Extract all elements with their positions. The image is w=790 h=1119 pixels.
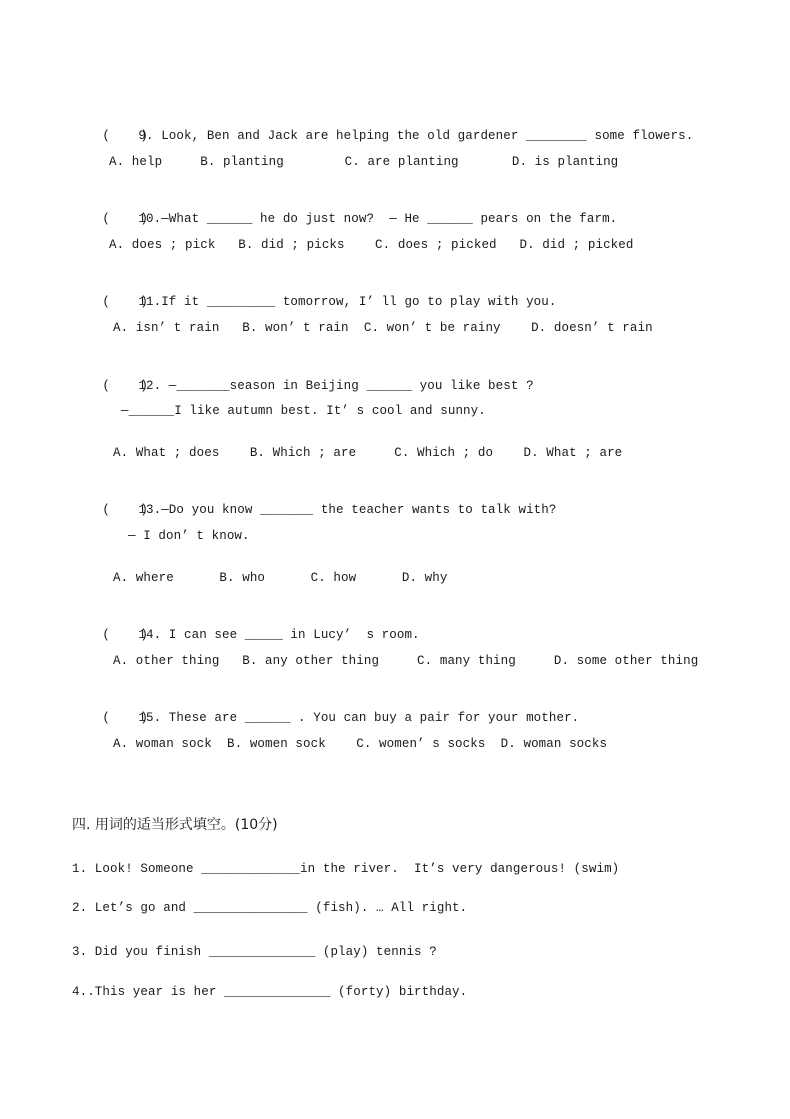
answer-blank-paren[interactable]: ( ) (102, 295, 149, 309)
answer-blank-paren[interactable]: ( ) (102, 379, 149, 393)
question-stem: 13.—Do you know _______ the teacher wants to talk with? (138, 503, 557, 517)
answer-blank-paren[interactable]: ( ) (102, 628, 149, 642)
section-4-title: 四. 用词的适当形式填空。(10分) (72, 817, 278, 833)
question-9-options: A. help B. planting C. are planting D. is planting (109, 155, 619, 169)
question-12-answer-line: —______I like autumn best. It’ s cool and sunny. (121, 404, 486, 418)
answer-blank-paren[interactable]: ( ) (102, 503, 149, 517)
question-13 (72, 486, 556, 534)
question-stem: 10.—What ______ he do just now? — He ______ pears on the farm. (138, 212, 618, 226)
fill-in-item-2: 2. Let’s go and _______________ (fish). … All right. (72, 901, 468, 915)
question-stem: 9. Look, Ben and Jack are helping the old gardener ________ some flowers. (138, 129, 694, 143)
question-13-options: A. where B. who C. how D. why (113, 571, 448, 585)
answer-blank-paren[interactable]: ( ) (102, 212, 149, 226)
question-14 (72, 611, 420, 659)
question-12-options: A. What ; does B. Which ; are C. Which ; do D. What ; are (113, 446, 623, 460)
question-10-options: A. does ; pick B. did ; picks C. does ; picked D. did ; picked (109, 238, 634, 252)
question-11-options: A. isn’ t rain B. won’ t rain C. won’ t be rainy D. doesn’ t rain (113, 321, 653, 335)
question-15 (72, 694, 579, 742)
question-stem: 15. These are ______ . You can buy a pair for your mother. (138, 711, 580, 725)
question-stem: 11.If it _________ tomorrow, I’ ll go to play with you. (138, 295, 557, 309)
question-14-options: A. other thing B. any other thing C. many thing D. some other thing (113, 654, 699, 668)
fill-in-item-3: 3. Did you finish ______________ (play) tennis ? (72, 945, 437, 959)
question-13-answer-line: — I don’ t know. (128, 529, 250, 543)
fill-in-item-4: 4..This year is her ______________ (forty) birthday. (72, 985, 468, 999)
question-9 (72, 112, 693, 160)
fill-in-item-1: 1. Look! Someone _____________in the river. It’s very dangerous! (swim) (72, 862, 620, 876)
question-15-options: A. woman sock B. women sock C. women’ s socks D. woman socks (113, 737, 608, 751)
answer-blank-paren[interactable]: ( ) (102, 711, 149, 725)
question-11 (72, 278, 556, 326)
question-stem: 14. I can see _____ in Lucy’ s room. (138, 628, 420, 642)
answer-blank-paren[interactable]: ( ) (102, 129, 149, 143)
question-stem: 12. —_______season in Beijing ______ you like best ? (138, 379, 534, 393)
question-10 (72, 195, 617, 243)
